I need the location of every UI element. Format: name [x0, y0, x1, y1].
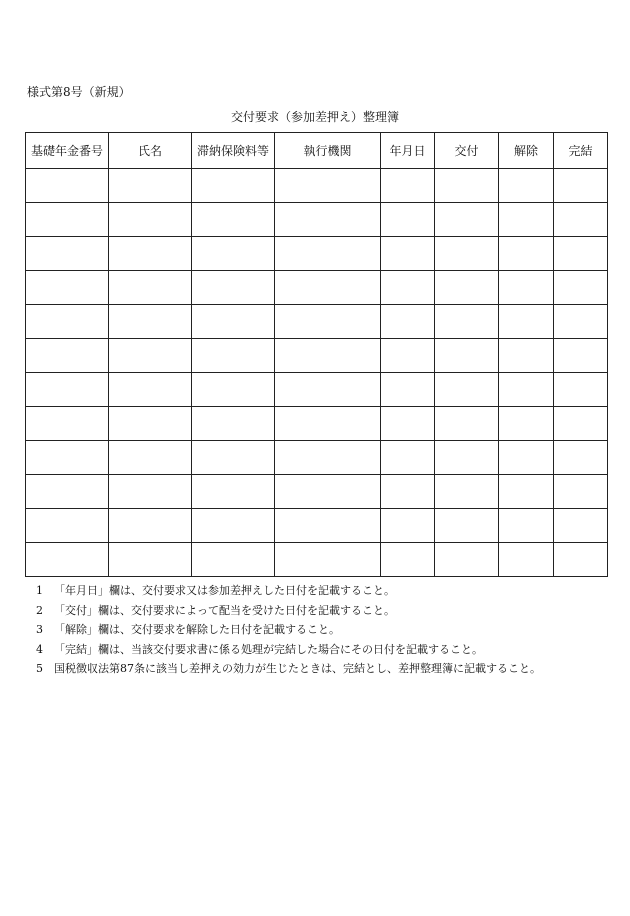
table-cell: [381, 237, 435, 271]
table-cell: [192, 543, 275, 577]
note-item: [36, 601, 541, 621]
table-cell: [381, 203, 435, 237]
table-cell: [26, 271, 109, 305]
table-row: [26, 441, 608, 475]
table-cell: [26, 169, 109, 203]
header-row: [26, 133, 608, 169]
note-text: 「交付」欄は、交付要求によって配当を受けた日付を記載すること。: [54, 603, 395, 617]
table-cell: [26, 509, 109, 543]
table-cell: [435, 475, 499, 509]
table-cell: [554, 271, 608, 305]
table-cell: [275, 203, 381, 237]
table-cell: [26, 373, 109, 407]
col-header-delivery: 交付: [435, 133, 499, 169]
table-cell: [381, 373, 435, 407]
table-cell: [499, 203, 554, 237]
table-cell: [275, 373, 381, 407]
table-row: [26, 509, 608, 543]
table-cell: [554, 441, 608, 475]
table-cell: [26, 237, 109, 271]
table-cell: [26, 543, 109, 577]
table-cell: [109, 543, 192, 577]
table-cell: [192, 271, 275, 305]
register-table: [25, 132, 608, 577]
table-cell: [381, 271, 435, 305]
table-cell: [435, 441, 499, 475]
table-cell: [381, 407, 435, 441]
col-header-delinquent-premium: 滞納保険料等: [192, 133, 275, 169]
table-cell: [109, 169, 192, 203]
col-header-completion: 完結: [554, 133, 608, 169]
register-body: [26, 169, 608, 577]
note-text: 「年月日」欄は、交付要求又は参加差押えした日付を記載すること。: [54, 584, 395, 597]
col-header-executing-agency: 執行機関: [275, 133, 381, 169]
table-row: [26, 305, 608, 339]
table-row: [26, 373, 608, 407]
table-cell: [26, 203, 109, 237]
table-cell: [435, 373, 499, 407]
note-number: 1: [36, 584, 43, 597]
table-row: [26, 237, 608, 271]
notes-list: [36, 581, 541, 679]
table-cell: [499, 169, 554, 203]
table-cell: [554, 373, 608, 407]
table-cell: [192, 475, 275, 509]
table-cell: [554, 237, 608, 271]
table-cell: [26, 407, 109, 441]
table-cell: [275, 407, 381, 441]
table-cell: [499, 305, 554, 339]
table-cell: [275, 339, 381, 373]
table-cell: [499, 407, 554, 441]
table-cell: [109, 509, 192, 543]
table-cell: [275, 305, 381, 339]
table-cell: [275, 509, 381, 543]
table-cell: [26, 475, 109, 509]
table-row: [26, 339, 608, 373]
table-cell: [109, 373, 192, 407]
table-cell: [109, 271, 192, 305]
note-item: [36, 659, 541, 679]
table-row: [26, 271, 608, 305]
table-cell: [192, 339, 275, 373]
note-item: [36, 620, 541, 640]
table-cell: [275, 169, 381, 203]
table-cell: [109, 203, 192, 237]
table-cell: [435, 339, 499, 373]
table-row: [26, 169, 608, 203]
table-cell: [381, 543, 435, 577]
table-cell: [499, 475, 554, 509]
table-cell: [381, 509, 435, 543]
register-title: 交付要求（参加差押え）整理簿: [230, 110, 399, 124]
table-cell: [499, 543, 554, 577]
table-cell: [192, 441, 275, 475]
table-cell: [435, 407, 499, 441]
table-cell: [275, 237, 381, 271]
table-row: [26, 543, 608, 577]
note-text: 「解除」欄は、交付要求を解除した日付を記載すること。: [54, 623, 340, 636]
table-cell: [499, 339, 554, 373]
table-cell: [192, 169, 275, 203]
table-cell: [554, 169, 608, 203]
table-cell: [109, 237, 192, 271]
table-cell: [26, 305, 109, 339]
note-text: 国税徴収法第87条に該当し差押えの効力が生じたときは、完結とし、差押整理簿に記載すること。: [54, 662, 541, 675]
table-cell: [435, 509, 499, 543]
note-number: 3: [36, 623, 43, 636]
table-cell: [554, 407, 608, 441]
table-cell: [499, 509, 554, 543]
note-item: [36, 640, 541, 660]
table-cell: [275, 271, 381, 305]
table-cell: [435, 169, 499, 203]
table-cell: [435, 203, 499, 237]
table-cell: [192, 373, 275, 407]
col-header-release: 解除: [499, 133, 554, 169]
note-number: 4: [36, 642, 43, 656]
form-number: 様式第8号（新規）: [27, 85, 131, 99]
table-cell: [109, 475, 192, 509]
table-cell: [499, 373, 554, 407]
col-header-name: 氏名: [109, 133, 192, 169]
table-cell: [275, 475, 381, 509]
note-item: [36, 581, 541, 601]
table-cell: [381, 475, 435, 509]
table-cell: [381, 169, 435, 203]
table-cell: [499, 237, 554, 271]
table-cell: [381, 339, 435, 373]
col-header-pension-number: 基礎年金番号: [26, 133, 109, 169]
table-cell: [554, 305, 608, 339]
table-cell: [192, 407, 275, 441]
table-cell: [435, 237, 499, 271]
table-cell: [554, 203, 608, 237]
table-cell: [109, 339, 192, 373]
table-cell: [192, 203, 275, 237]
table-cell: [275, 543, 381, 577]
table-row: [26, 407, 608, 441]
note-number: 2: [36, 603, 43, 617]
table-cell: [554, 339, 608, 373]
table-cell: [109, 407, 192, 441]
table-cell: [435, 305, 499, 339]
note-text: 「完結」欄は、当該交付要求書に係る処理が完結した場合にその日付を記載すること。: [54, 642, 483, 656]
table-cell: [435, 271, 499, 305]
table-row: [26, 203, 608, 237]
col-header-date: 年月日: [381, 133, 435, 169]
table-cell: [192, 509, 275, 543]
table-cell: [499, 271, 554, 305]
table-cell: [109, 441, 192, 475]
table-cell: [26, 339, 109, 373]
table-cell: [435, 543, 499, 577]
table-cell: [26, 441, 109, 475]
table-cell: [554, 543, 608, 577]
table-cell: [554, 475, 608, 509]
table-cell: [554, 509, 608, 543]
table-cell: [381, 441, 435, 475]
note-number: 5: [36, 662, 43, 675]
table-cell: [192, 305, 275, 339]
table-cell: [192, 237, 275, 271]
table-cell: [499, 441, 554, 475]
table-row: [26, 475, 608, 509]
table-cell: [275, 441, 381, 475]
table-cell: [381, 305, 435, 339]
table-cell: [109, 305, 192, 339]
